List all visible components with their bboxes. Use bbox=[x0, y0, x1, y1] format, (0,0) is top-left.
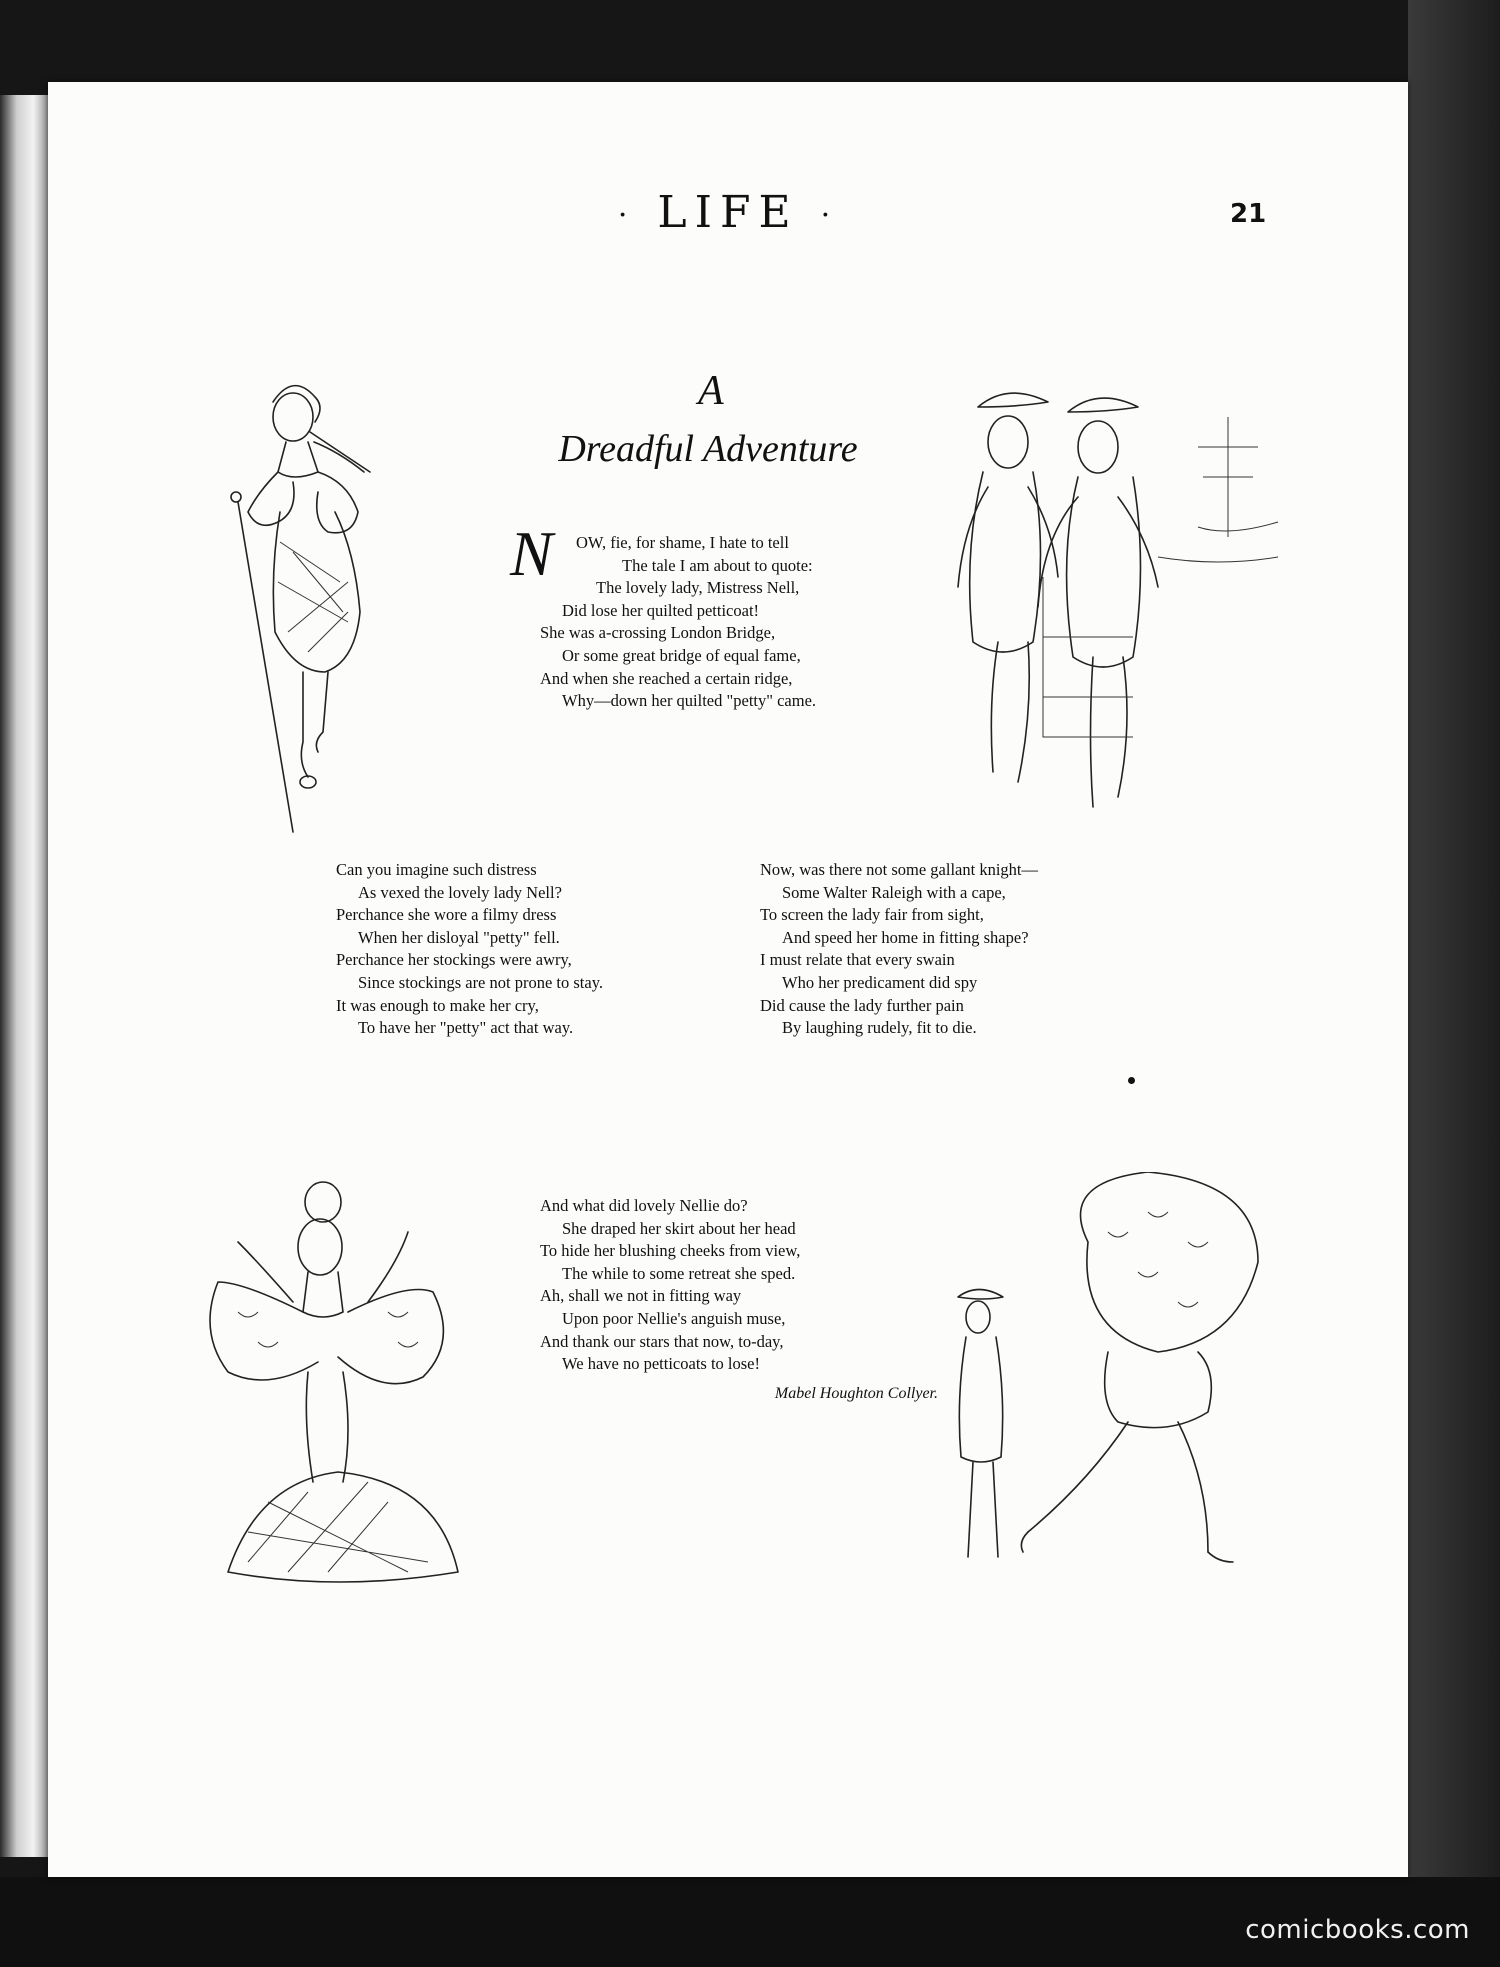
poem-line: OW, fie, for shame, I hate to tell bbox=[576, 533, 789, 552]
poem-line: To have her "petty" act that way. bbox=[358, 1018, 574, 1038]
poem-line: When her disloyal "petty" fell. bbox=[358, 927, 560, 947]
poem-line: And speed her home in fitting shape? bbox=[782, 927, 1029, 947]
poem-line: Or some great bridge of equal fame, bbox=[562, 645, 801, 665]
poem-line: Some Walter Raleigh with a cape, bbox=[782, 882, 1006, 902]
ink-speck bbox=[1128, 1077, 1135, 1084]
poem-line: By laughing rudely, fit to die. bbox=[782, 1018, 977, 1038]
poem-line: As vexed the lovely lady Nell? bbox=[358, 882, 562, 902]
poem-line: The tale I am about to quote: bbox=[622, 555, 813, 575]
poem-line: Did cause the lady further pain bbox=[760, 995, 964, 1015]
illustration-lady-fleeing bbox=[938, 1172, 1308, 1622]
stanza-3 bbox=[760, 859, 1180, 1040]
poem-line: The lovely lady, Mistress Nell, bbox=[596, 578, 800, 598]
stanza-1 bbox=[510, 518, 960, 713]
poem-title-article: A bbox=[698, 368, 724, 414]
page-number: 21 bbox=[1230, 199, 1267, 229]
illustration-lady-with-cane bbox=[218, 372, 388, 852]
poem-line: It was enough to make her cry, bbox=[336, 995, 539, 1015]
drop-cap: N bbox=[510, 518, 553, 589]
poem-line: And what did lovely Nellie do? bbox=[540, 1196, 748, 1215]
poem-line: The while to some retreat she sped. bbox=[562, 1263, 796, 1283]
poem-line: I must relate that every swain bbox=[760, 950, 955, 970]
poem-line: Why—down her quilted "petty" came. bbox=[562, 691, 817, 711]
book-spine-edge bbox=[0, 95, 48, 1857]
poem-line: And thank our stars that now, to-day, bbox=[540, 1331, 784, 1351]
scanner-background bbox=[1408, 0, 1500, 1967]
poem-line: Who her predicament did spy bbox=[782, 972, 978, 992]
poem-line: She draped her skirt about her head bbox=[562, 1218, 796, 1238]
masthead-dot-left: · bbox=[617, 198, 636, 233]
poem-line: Can you imagine such distress bbox=[336, 860, 537, 879]
masthead-dot-right: · bbox=[820, 198, 839, 233]
stanza-4 bbox=[540, 1195, 960, 1376]
masthead bbox=[48, 187, 1408, 238]
author-byline: Mabel Houghton Collyer. bbox=[774, 1385, 938, 1402]
poem-line: And when she reached a certain ridge, bbox=[540, 668, 793, 688]
poem-line: To hide her blushing cheeks from view, bbox=[540, 1241, 801, 1261]
watermark: comicbooks.com bbox=[1245, 1915, 1470, 1945]
illustration-two-gentlemen bbox=[928, 377, 1308, 857]
poem-line: She was a-crossing London Bridge, bbox=[540, 623, 776, 643]
poem-line: Now, was there not some gallant knight— bbox=[760, 860, 1039, 879]
scanner-bottom-strip bbox=[0, 1877, 1500, 1967]
poem-line: To screen the lady fair from sight, bbox=[760, 905, 984, 925]
poem-title: Dreadful Adventure bbox=[558, 428, 858, 470]
illustration-lady-on-rock bbox=[208, 1172, 508, 1622]
poem-line: Ah, shall we not in fitting way bbox=[540, 1286, 742, 1306]
magazine-page bbox=[48, 82, 1408, 1877]
poem-line: We have no petticoats to lose! bbox=[562, 1354, 760, 1374]
masthead-title: LIFE bbox=[657, 187, 799, 238]
stanza-2 bbox=[336, 859, 716, 1040]
poem-line: Upon poor Nellie's anguish muse, bbox=[562, 1308, 786, 1328]
poem-line: Perchance she wore a filmy dress bbox=[336, 905, 557, 925]
poem-line: Perchance her stockings were awry, bbox=[336, 950, 572, 970]
poem-line: Did lose her quilted petticoat! bbox=[562, 600, 760, 620]
poem-line: Since stockings are not prone to stay. bbox=[358, 972, 604, 992]
